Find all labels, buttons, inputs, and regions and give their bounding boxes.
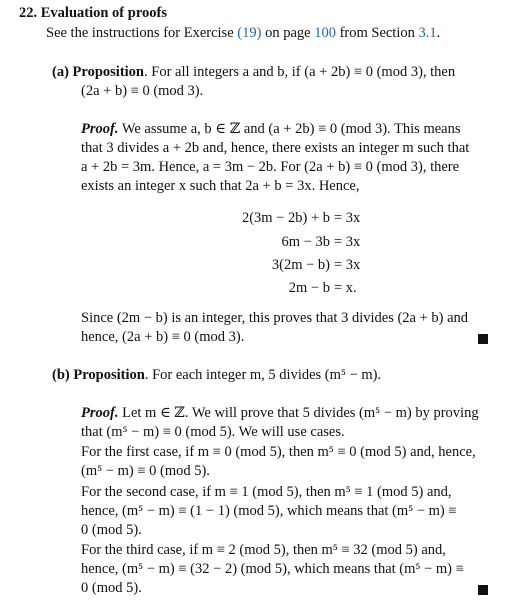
part-a-label: (a) <box>52 64 69 80</box>
part-a-proof: Proof. We assume a, b ∈ ℤ and (a + 2b) ≡ 0 (mod 3). This means that 3 divides a + 2b and, hence, there exists an integer m such that a + 2b = 3m. Hence, a = 3m − 2b. For (2a + b) ≡ 0 (mod 3), there exists an integer x such that 2a + b = 3x. Hence, <box>81 121 470 194</box>
part-b-case-2: For the second case, if m ≡ 1 (mod 5), then m⁵ ≡ 1 (mod 5) and, hence, (m⁵ − m) ≡ (1 − 1) (mod 5), which means that (m⁵ − m) ≡ 0 (mod 5). <box>81 484 457 538</box>
exercise-instructions: See the instructions for Exercise (19) on page 100 from Section 3.1. <box>46 25 441 41</box>
document-page: 22. Evaluation of proofs See the instructions for Exercise (19) on page 100 from Section 3.1. (a) Proposition. For all integers a and b, if (a + 2b) ≡ 0 (mod 3), then (2a + b) ≡ 0 (mod 3). Proof. We assume a, b ∈ ℤ and (a + 2b) ≡ 0 (mod 3). This means that 3 divides a + 2b and, hence, there exists an integer m such that a + 2b = 3m. Hence, a = 3m − 2b. For (2a + b) ≡ 0 (mod 3), there exists an integer x such that 2a + b = 3x. Hence, 2(3m − 2b) + b = 3x 6m − 3b = 3x 3(2m − b) = 3x 2m − b = x. Since (2m − b) is an integer, this proves that 3 divides (2a + b) and hence, (2a + b) ≡ 0 (mod 3). (b) Proposition. For each integer m, 5 divides (m⁵ − m). Proof. Let m ∈ ℤ. We will prove that 5 divides (m⁵ − m) by proving that (m⁵ − m) ≡ 0 (mod 5). We will use cases. For the first case, if m ≡ 0 (mod 5), then m⁵ ≡ 0 (mod 5) and, hence, (m⁵ − m) ≡ 0 (mod 5). For the second case, if m ≡ 1 (mod 5), then m⁵ ≡ 1 (mod 5) and, hence, (m⁵ − m) ≡ (1 − 1) (mod 5), which means that (m⁵ − m) ≡ 0 (mod 5). For the third case, if m ≡ 2 (mod 5), then m⁵ ≡ 32 (mod 5) and, hence, (m⁵ − m) ≡ (32 − 2) (mod 5), which means that (m⁵ − m) ≡ 0 (mod 5). <box>0 0 521 604</box>
part-b-case-3: For the third case, if m ≡ 2 (mod 5), then m⁵ ≡ 32 (mod 5) and, hence, (m⁵ − m) ≡ (32 − 2) (mod 5), which means that (m⁵ − m) ≡ 0 (mod 5). <box>81 542 464 596</box>
section-3-1-link[interactable]: 3.1 <box>418 25 437 41</box>
exercise-heading: 22. Evaluation of proofs <box>19 5 167 21</box>
part-a-prop-label: Proposition <box>72 64 144 80</box>
part-a-proposition: (a) Proposition. For all integers a and b, if (a + 2b) ≡ 0 (mod 3), then (2a + b) ≡ 0 (mod 3). <box>52 64 456 99</box>
part-b-label: (b) <box>52 367 70 383</box>
part-a-proof-label: Proof. <box>81 121 119 137</box>
page-100-link[interactable]: 100 <box>314 25 336 41</box>
part-b-proof: Proof. Let m ∈ ℤ. We will prove that 5 divides (m⁵ − m) by proving that (m⁵ − m) ≡ 0 (mod 5). We will use cases. <box>81 405 479 440</box>
part-b-proof-label: Proof. <box>81 405 119 421</box>
qed-square-icon <box>478 334 488 344</box>
part-b-case-1: For the first case, if m ≡ 0 (mod 5), then m⁵ ≡ 0 (mod 5) and, hence, (m⁵ − m) ≡ 0 (mod 5). <box>81 444 476 479</box>
part-b-proposition: (b) Proposition. For each integer m, 5 divides (m⁵ − m). <box>52 367 382 383</box>
part-a-conclusion: Since (2m − b) is an integer, this proves that 3 divides (2a + b) and hence, (2a + b) ≡ 0 (mod 3). <box>81 310 469 345</box>
exercise-19-link[interactable]: (19) <box>237 25 262 41</box>
qed-square-icon <box>478 585 488 595</box>
part-b-prop-label: Proposition <box>73 367 145 383</box>
